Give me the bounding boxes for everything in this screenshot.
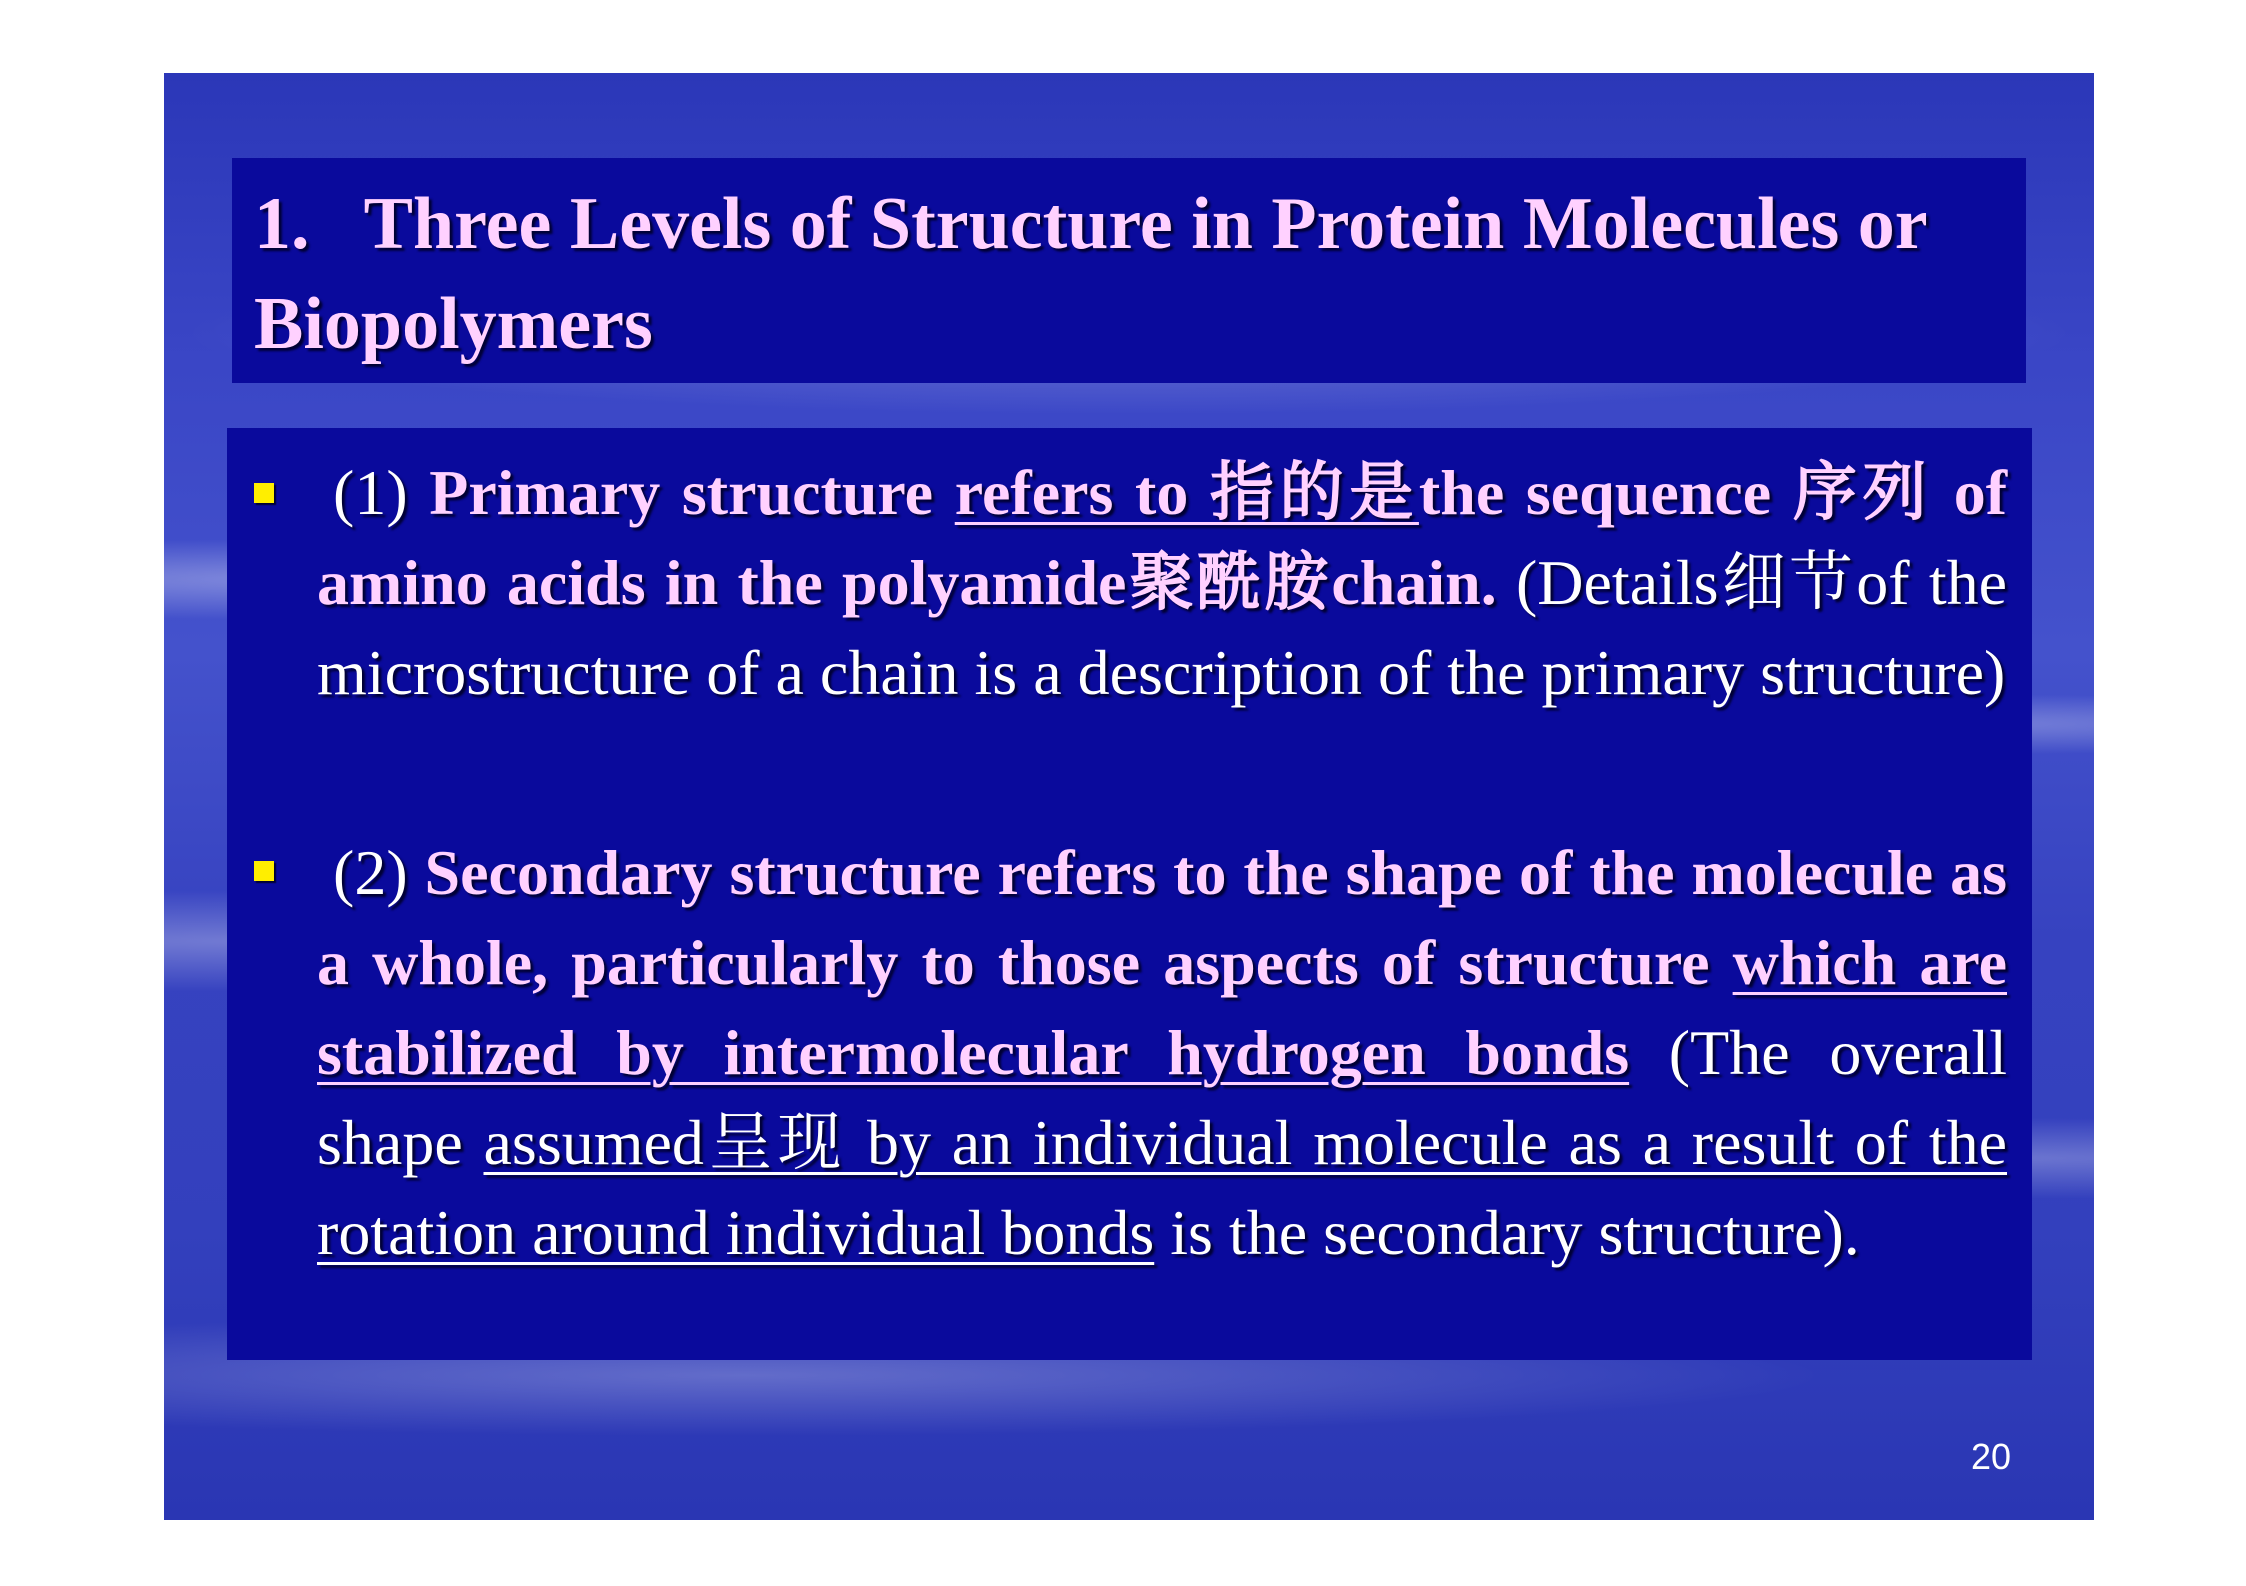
bullet-1-segment-1: (1) (333, 457, 430, 528)
bullet-1-segment-5: (Details细节of the microstructure of a chain is a description of the primary structure) (317, 547, 2008, 708)
bullet-1-segment-4: the sequence 序列 of amino acids in the polyamide聚酰胺chain. (317, 457, 2008, 618)
bullet-square-icon (254, 861, 274, 881)
slide (164, 73, 2094, 1520)
bullet-2-segment-2: Secondary structure refers to the shape of the molecule as a whole, particularly to those aspects of structure (317, 837, 2008, 998)
bullet-primary-structure (317, 448, 2007, 718)
bullet-2-segment-4: (The overall shape (317, 1017, 2008, 1178)
bullet-1-segment-2: Primary structure (429, 457, 955, 528)
page-number: 20 (1970, 1436, 2011, 1477)
slide-title: 1. Three Levels of Structure in Protein Molecules or Biopolymers (254, 183, 1945, 365)
bullet-2-segment-1: (2) (333, 837, 425, 908)
bullet-2-segment-3: which are stabilized by intermolecular hydrogen bonds (317, 927, 2007, 1088)
bullet-2-segment-5: assumed呈现 by an individual molecule as a result of the rotation around individual bonds (317, 1107, 2008, 1268)
content-box (227, 428, 2032, 1360)
bullet-2-segment-6: is the secondary structure). (1154, 1197, 1860, 1268)
title-box (232, 158, 2026, 383)
bullet-secondary-structure (317, 828, 2007, 1278)
bullet-1-segment-3: refers to 指的是 (954, 457, 1419, 528)
bullet-square-icon (254, 483, 274, 503)
